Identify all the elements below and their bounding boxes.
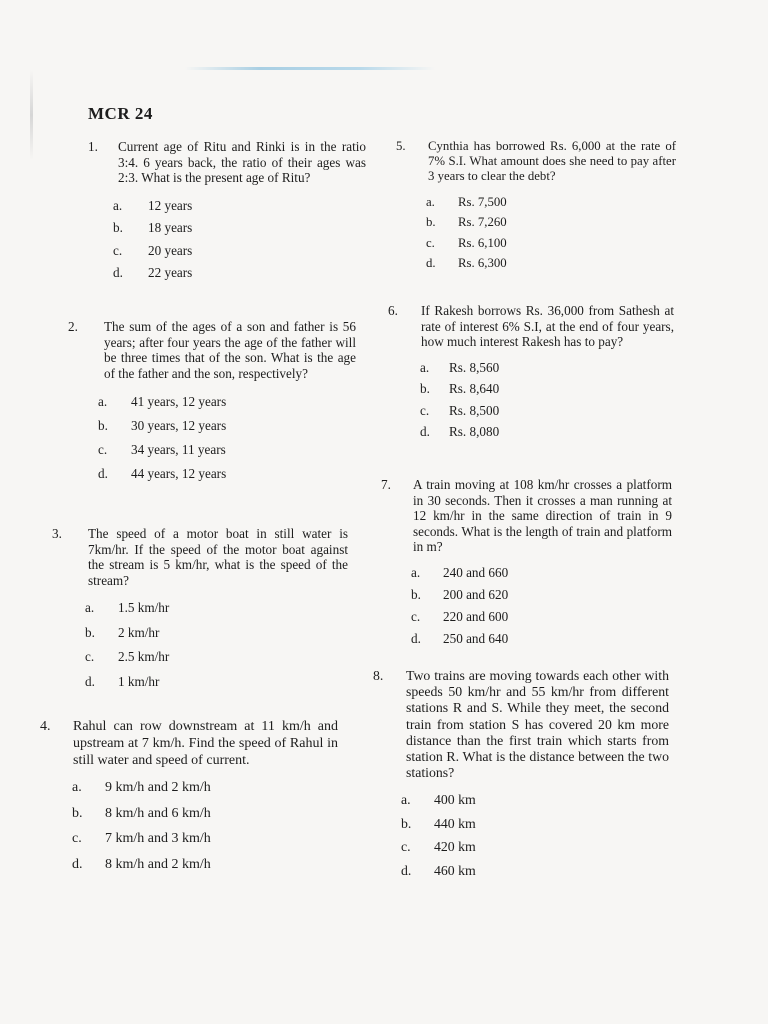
option-label: c. bbox=[411, 608, 421, 624]
option-text: 9 km/h and 2 km/h bbox=[105, 780, 211, 795]
question-2 bbox=[68, 319, 356, 490]
option-d[interactable] bbox=[85, 674, 348, 699]
option-b[interactable] bbox=[420, 381, 674, 403]
option-c[interactable] bbox=[98, 442, 356, 466]
option-b[interactable] bbox=[113, 220, 366, 243]
option-c[interactable] bbox=[420, 403, 674, 425]
option-label: d. bbox=[401, 862, 412, 878]
option-text: Rs. 8,640 bbox=[449, 381, 500, 397]
option-text: 2 km/hr bbox=[118, 624, 160, 640]
option-text: 240 and 660 bbox=[443, 564, 509, 580]
option-label: b. bbox=[113, 220, 123, 236]
option-text: 34 years, 11 years bbox=[131, 442, 226, 458]
option-label: c. bbox=[72, 831, 82, 846]
option-a[interactable] bbox=[98, 394, 356, 418]
option-text: 1.5 km/hr bbox=[118, 600, 170, 616]
option-label: a. bbox=[426, 194, 435, 209]
option-b[interactable] bbox=[411, 587, 672, 609]
option-text: Rs. 8,560 bbox=[449, 359, 500, 375]
option-text: 200 and 620 bbox=[443, 586, 509, 602]
option-text: 400 km bbox=[434, 792, 476, 808]
option-d[interactable] bbox=[426, 256, 676, 277]
option-b[interactable] bbox=[98, 418, 356, 442]
option-text: 30 years, 12 years bbox=[131, 418, 227, 434]
option-d[interactable] bbox=[72, 856, 338, 882]
question-text: The sum of the ages of a son and father is 56 years; after four years the age of the father will be three times that of the son. What is the age of the father and the son, respectively? bbox=[104, 319, 356, 381]
option-d[interactable] bbox=[401, 863, 669, 887]
option-label: a. bbox=[113, 197, 123, 213]
question-text: The speed of a motor boat in still water is 7km/hr. If the speed of the motor boat against the stream is 5 km/hr, what is the speed of the stream? bbox=[88, 526, 348, 588]
option-text: Rs. 6,100 bbox=[458, 235, 507, 250]
option-a[interactable] bbox=[420, 360, 674, 382]
option-label: a. bbox=[85, 600, 95, 616]
option-label: a. bbox=[401, 792, 411, 808]
option-text: 8 km/h and 2 km/h bbox=[105, 856, 211, 872]
options-list bbox=[420, 360, 674, 446]
option-label: d. bbox=[72, 856, 83, 872]
question-number: 8. bbox=[373, 668, 384, 683]
option-c[interactable] bbox=[411, 609, 672, 631]
option-a[interactable] bbox=[401, 792, 669, 816]
option-d[interactable] bbox=[113, 265, 366, 288]
option-b[interactable] bbox=[85, 625, 348, 650]
option-text: Rs. 7,260 bbox=[458, 215, 507, 230]
option-b[interactable] bbox=[72, 805, 338, 831]
option-label: d. bbox=[420, 424, 430, 440]
option-label: b. bbox=[85, 624, 95, 640]
options-list bbox=[401, 792, 669, 886]
options-list bbox=[426, 195, 676, 277]
option-text: Rs. 7,500 bbox=[458, 194, 507, 209]
option-text: 7 km/h and 3 km/h bbox=[105, 831, 211, 846]
question-number: 7. bbox=[381, 477, 391, 492]
option-label: c. bbox=[113, 242, 123, 258]
question-number: 6. bbox=[388, 303, 398, 318]
option-label: b. bbox=[411, 586, 421, 602]
option-text: Rs. 6,300 bbox=[458, 256, 507, 271]
option-label: a. bbox=[72, 780, 82, 795]
option-text: 420 km bbox=[434, 839, 476, 855]
question-text: Current age of Ritu and Rinki is in the ratio 3:4. 6 years back, the ratio of their ages was 2:3. What is the present age of Ritu? bbox=[118, 139, 366, 186]
option-text: 22 years bbox=[148, 265, 193, 281]
option-a[interactable] bbox=[113, 198, 366, 221]
scan-artifact-line bbox=[185, 67, 435, 70]
option-c[interactable] bbox=[85, 649, 348, 674]
page-title: MCR 24 bbox=[88, 104, 153, 123]
option-a[interactable] bbox=[72, 779, 338, 805]
question-3 bbox=[52, 526, 348, 698]
question-number: 1. bbox=[88, 139, 98, 154]
option-label: d. bbox=[98, 466, 108, 482]
option-label: c. bbox=[98, 442, 108, 458]
option-label: d. bbox=[113, 265, 123, 281]
option-text: 18 years bbox=[148, 220, 193, 236]
option-c[interactable] bbox=[426, 236, 676, 257]
question-7 bbox=[381, 477, 672, 653]
question-number: 5. bbox=[396, 139, 406, 153]
question-text: Two trains are moving towards each other with speeds 50 km/hr and 55 km/hr from different stations R and S. While they meet, the second train from station S has covered 20 km more distance than the first train which starts from station R. What is the distance between the two stations? bbox=[406, 668, 669, 781]
options-list bbox=[113, 198, 366, 288]
option-d[interactable] bbox=[98, 466, 356, 490]
option-c[interactable] bbox=[113, 243, 366, 266]
option-text: 460 km bbox=[434, 862, 476, 878]
option-label: a. bbox=[420, 359, 430, 375]
option-label: a. bbox=[411, 564, 421, 580]
question-number: 3. bbox=[52, 526, 62, 541]
question-text: Rahul can row downstream at 11 km/h and upstream at 7 km/h. Find the speed of Rahul in still water and speed of current. bbox=[73, 719, 338, 768]
option-text: Rs. 8,500 bbox=[449, 402, 500, 418]
option-label: c. bbox=[401, 839, 411, 855]
options-list bbox=[411, 565, 672, 653]
option-label: b. bbox=[72, 805, 83, 821]
option-label: c. bbox=[426, 235, 435, 250]
option-text: 1 km/hr bbox=[118, 673, 160, 689]
option-b[interactable] bbox=[426, 215, 676, 236]
question-text: If Rakesh borrows Rs. 36,000 from Sathesh at rate of interest 6% S.I, at the end of four years, how much interest Rakesh has to pay? bbox=[421, 303, 674, 350]
question-number: 4. bbox=[40, 719, 51, 734]
question-8 bbox=[373, 668, 669, 886]
option-text: 20 years bbox=[148, 242, 193, 258]
option-label: d. bbox=[426, 256, 436, 271]
option-text: 12 years bbox=[148, 197, 193, 213]
option-text: 41 years, 12 years bbox=[131, 394, 227, 410]
option-label: b. bbox=[98, 418, 108, 434]
option-a[interactable] bbox=[411, 565, 672, 587]
options-list bbox=[98, 394, 356, 490]
question-5 bbox=[396, 139, 676, 277]
question-text: A train moving at 108 km/hr crosses a platform in 30 seconds. Then it crosses a man running at 12 km/hr in the same direction of train in 9 seconds. What is the length of train and platform in m? bbox=[413, 477, 672, 555]
option-text: 8 km/h and 6 km/h bbox=[105, 805, 211, 821]
option-label: d. bbox=[85, 673, 95, 689]
option-c[interactable] bbox=[401, 839, 669, 863]
option-text: 440 km bbox=[434, 815, 476, 831]
option-text: 250 and 640 bbox=[443, 630, 509, 646]
option-text: 2.5 km/hr bbox=[118, 649, 170, 665]
option-label: b. bbox=[420, 381, 430, 397]
option-label: c. bbox=[420, 402, 430, 418]
option-text: 220 and 600 bbox=[443, 608, 509, 624]
options-list bbox=[72, 779, 338, 881]
question-4 bbox=[40, 718, 338, 881]
question-6 bbox=[388, 303, 674, 446]
option-text: Rs. 8,080 bbox=[449, 424, 500, 440]
option-d[interactable] bbox=[411, 631, 672, 653]
question-text: Cynthia has borrowed Rs. 6,000 at the rate of 7% S.I. What amount does she need to pay after 3 years to clear the debt? bbox=[428, 139, 676, 184]
option-label: b. bbox=[401, 815, 412, 831]
option-label: d. bbox=[411, 630, 421, 646]
option-label: c. bbox=[85, 649, 95, 665]
option-a[interactable] bbox=[85, 600, 348, 625]
option-d[interactable] bbox=[420, 424, 674, 446]
option-label: b. bbox=[426, 215, 436, 230]
options-list bbox=[85, 600, 348, 698]
option-c[interactable] bbox=[72, 830, 338, 856]
question-1 bbox=[88, 139, 366, 288]
option-label: a. bbox=[98, 394, 108, 410]
question-number: 2. bbox=[68, 319, 78, 334]
option-text: 44 years, 12 years bbox=[131, 466, 227, 482]
scan-edge-shadow bbox=[30, 70, 33, 160]
option-b[interactable] bbox=[401, 816, 669, 840]
option-a[interactable] bbox=[426, 195, 676, 216]
